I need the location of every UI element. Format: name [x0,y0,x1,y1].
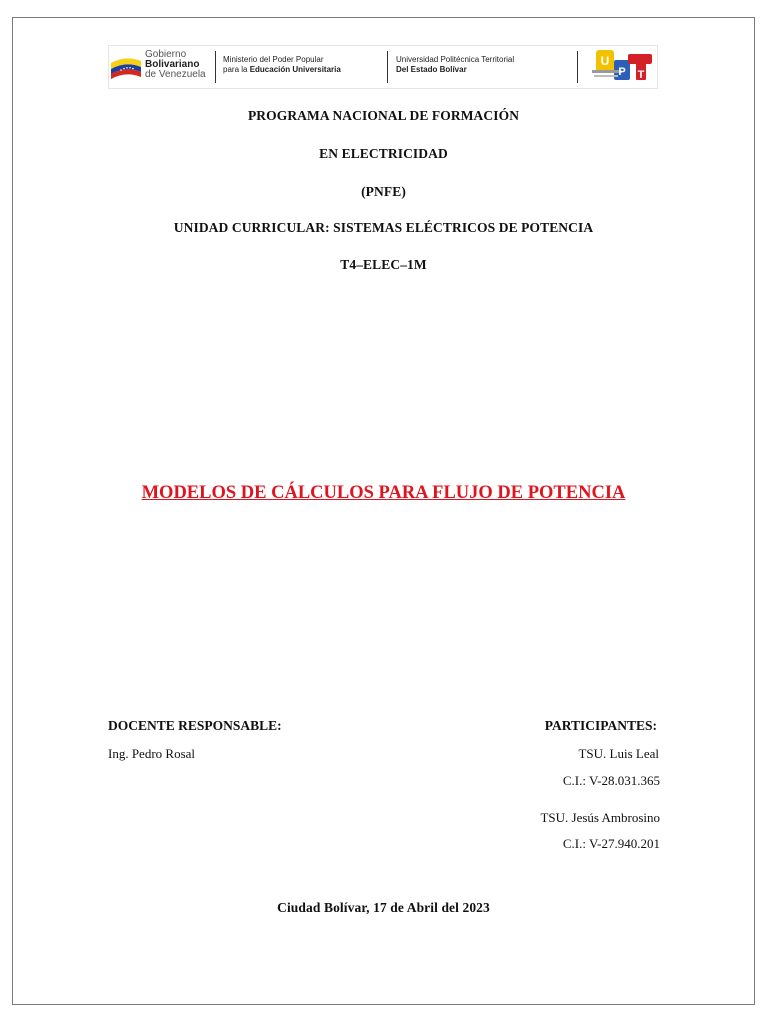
header-divider [215,51,216,83]
gov-line-2: Bolivariano [145,59,200,70]
docente-name: Ing. Pedro Rosal [108,746,196,761]
univ-line-2 [396,65,514,75]
univ-line-2-bold: Del Estado Bolívar [396,65,467,74]
document-page [12,17,755,1005]
upt-logo-icon [588,48,656,84]
heading-line-electricidad: EN ELECTRICIDAD [319,146,448,161]
heading-line-unidad: UNIDAD CURRICULAR: SISTEMAS ELÉCTRICOS DE POTENCIA [173,220,594,235]
heading-line-pnfe: (PNFE) [361,184,406,199]
participant-name: TSU. Luis Leal [578,746,659,761]
ministry-line-2 [223,65,341,75]
participant-name: TSU. Jesús Ambrosino [540,810,660,825]
ministry-text [223,55,341,75]
univ-line-1: Universidad Politécnica Territorial [396,55,515,64]
participant-ci: C.I.: V-28.031.365 [562,773,660,788]
heading-line-section: T4–ELEC–1M [340,257,427,272]
gov-line-1: Gobierno [145,49,187,60]
docente-label: DOCENTE RESPONSABLE: [108,718,282,733]
header-divider [387,51,388,83]
university-text [396,55,514,75]
place-date: Ciudad Bolívar, 17 de Abril del 2023 [277,900,490,915]
ministry-line-2-bold: Educación Universitaria [249,65,341,74]
document-title: MODELOS DE CÁLCULOS PARA FLUJO DE POTENCIA [141,483,626,503]
participant-ci: C.I.: V-27.940.201 [562,836,660,851]
venezuela-flag-icon [111,57,141,79]
ministry-line-1: Ministerio del Poder Popular [223,55,324,64]
header-divider [577,51,578,83]
gov-line-3: de Venezuela [145,69,206,80]
ministry-line-2-prefix: para la [223,65,250,74]
upt-letter-p: P [618,66,626,78]
upt-letter-u: U [600,54,610,68]
heading-line-program: PROGRAMA NACIONAL DE FORMACIÓN [247,108,520,123]
participantes-label: PARTICIPANTES: [544,718,657,733]
gobierno-logo-text [145,50,206,80]
header-banner [109,46,657,88]
upt-letter-t: T [637,69,645,81]
